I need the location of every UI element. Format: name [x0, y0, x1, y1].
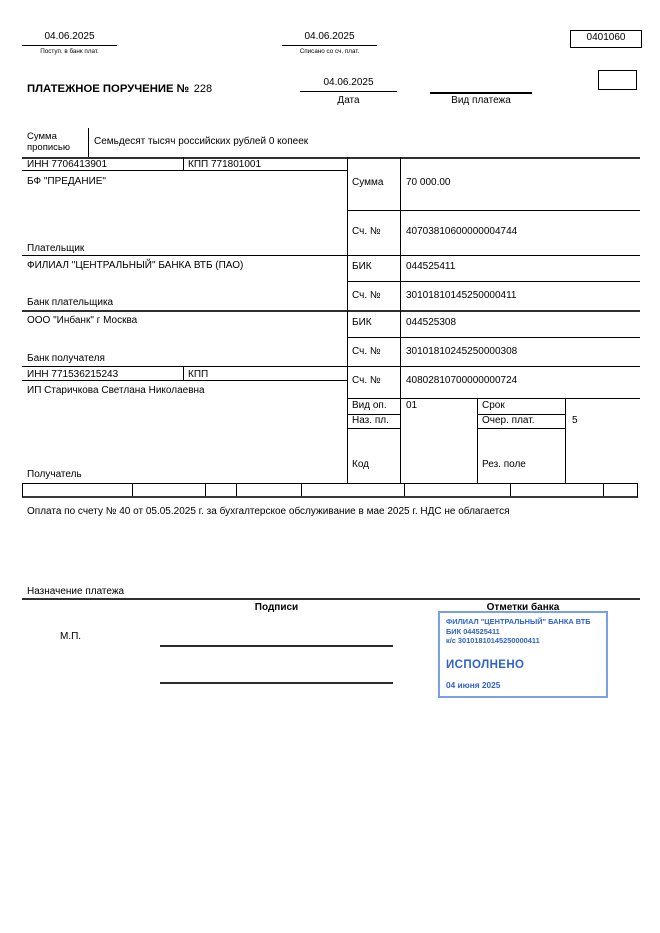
grid-line	[347, 281, 640, 282]
payer-bank-bik-label: БИК	[352, 261, 372, 272]
grid-line	[565, 398, 566, 483]
payee-bank-name: ООО "Инбанк" г Москва	[27, 315, 138, 326]
pay-purpose-code-label: Наз. пл.	[352, 415, 389, 426]
amount-value: 70 000.00	[406, 177, 451, 188]
stamp-corr-account: к/с 30101810145250000411	[446, 636, 540, 646]
grid-line	[347, 398, 640, 399]
document-date: 04.06.2025	[300, 77, 397, 92]
received-date: 04.06.2025	[22, 31, 117, 46]
amount-in-words: Семьдесят тысяч российских рублей 0 копеек	[94, 136, 309, 147]
form-code-box: 0401060	[570, 30, 642, 48]
op-type-value: 01	[406, 400, 418, 411]
grid-line	[22, 598, 640, 600]
tax-field-cell	[604, 484, 637, 496]
stamp-bik: БИК 044525411	[446, 626, 500, 636]
tax-field-cell	[405, 484, 512, 496]
payee-label: Получатель	[27, 469, 82, 480]
grid-line	[347, 210, 640, 211]
op-type-label: Вид оп.	[352, 400, 387, 411]
payment-type-label: Вид платежа	[451, 95, 511, 106]
payer-label: Плательщик	[27, 243, 85, 254]
code-label: Код	[352, 459, 370, 470]
document-date-label: Дата	[337, 95, 360, 106]
priority-value: 5	[572, 415, 578, 426]
grid-line	[347, 157, 348, 483]
grid-line	[22, 310, 640, 312]
tax-fields-row	[22, 483, 638, 498]
grid-line	[347, 428, 400, 429]
debited-date: 04.06.2025	[282, 31, 377, 46]
payee-inn: ИНН 771536215243	[27, 369, 119, 380]
grid-line	[477, 428, 565, 429]
document-number: 228	[193, 83, 213, 95]
tax-field-cell	[237, 484, 302, 496]
bank-marks-label: Отметки банка	[486, 602, 560, 613]
grid-line	[88, 128, 89, 157]
debited-date-label: Списано со сч. плат.	[299, 48, 360, 55]
payer-bank-corr-account: 30101810145250000411	[406, 290, 517, 301]
received-date-label: Поступ. в банк плат.	[40, 48, 99, 55]
payer-account-label: Сч. №	[352, 226, 381, 237]
payer-kpp: КПП 771801001	[188, 159, 262, 170]
grid-line	[347, 337, 640, 338]
tax-field-cell	[23, 484, 133, 496]
amount-in-words-label: Сумма прописью	[27, 131, 70, 153]
payer-account: 40703810600000004744	[406, 226, 518, 237]
grid-line	[22, 170, 347, 171]
signature-line	[160, 645, 393, 647]
payee-account-label: Сч. №	[352, 375, 381, 386]
payer-name: БФ "ПРЕДАНИЕ"	[27, 176, 106, 187]
payment-type-box	[598, 70, 637, 90]
grid-line	[22, 366, 640, 367]
priority-label: Очер. плат.	[482, 415, 535, 426]
amount-label: Сумма	[352, 177, 384, 188]
signature-line	[160, 682, 393, 684]
stamp-place-label: М.П.	[60, 631, 82, 642]
grid-line	[400, 157, 401, 483]
reserve-field-label: Рез. поле	[482, 459, 526, 470]
term-label: Срок	[482, 400, 505, 411]
document-title: ПЛАТЕЖНОЕ ПОРУЧЕНИЕ №	[27, 83, 190, 95]
payee-name: ИП Старичкова Светлана Николаевна	[27, 385, 205, 396]
signatures-label: Подписи	[254, 602, 299, 613]
grid-line	[22, 255, 640, 256]
grid-line	[22, 380, 347, 381]
payee-kpp-label: КПП	[188, 369, 209, 380]
stamp-bank-name: ФИЛИАЛ "ЦЕНТРАЛЬНЫЙ" БАНКА ВТБ	[446, 617, 591, 626]
payer-bank-bik: 044525411	[406, 261, 456, 272]
payee-bank-label: Банк получателя	[27, 353, 105, 364]
payee-bank-corr-account: 30101810245250000308	[406, 346, 518, 357]
payee-account: 40802810700000000724	[406, 375, 518, 386]
grid-line	[22, 157, 640, 159]
payer-bank-name: ФИЛИАЛ "ЦЕНТРАЛЬНЫЙ" БАНКА ВТБ (ПАО)	[27, 260, 244, 271]
payment-purpose-label: Назначение платежа	[27, 586, 125, 597]
tax-field-cell	[133, 484, 206, 496]
stamp-date: 04 июня 2025	[446, 679, 501, 690]
stamp-status: ИСПОЛНЕНО	[446, 658, 525, 671]
bank-execution-stamp	[438, 611, 608, 698]
payee-bank-bik: 044525308	[406, 317, 457, 328]
payment-type-line	[430, 92, 532, 94]
grid-line	[183, 366, 184, 380]
tax-field-cell	[206, 484, 237, 496]
payee-bank-bik-label: БИК	[352, 317, 372, 328]
payer-bank-corr-label: Сч. №	[352, 290, 381, 301]
payer-inn: ИНН 7706413901	[27, 159, 108, 170]
payee-bank-corr-label: Сч. №	[352, 346, 381, 357]
payment-purpose-text: Оплата по счету № 40 от 05.05.2025 г. за бухгалтерское обслуживание в мае 2025 г. НДС не облагается	[27, 506, 510, 517]
grid-line	[183, 157, 184, 170]
payer-bank-label: Банк плательщика	[27, 297, 114, 308]
tax-field-cell	[302, 484, 405, 496]
tax-field-cell	[511, 484, 604, 496]
grid-line	[477, 398, 478, 483]
